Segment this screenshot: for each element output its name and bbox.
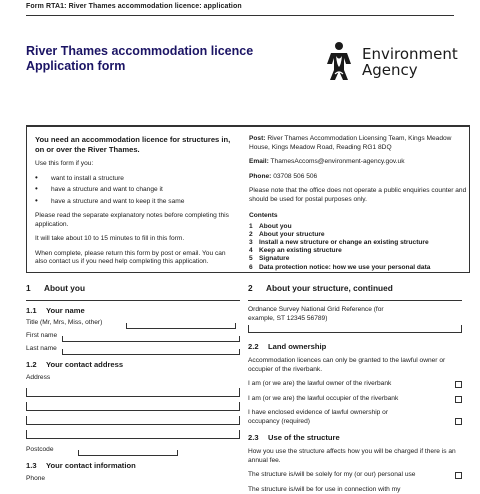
time-text: It will take about 10 to 15 minutes to fill in this form. bbox=[35, 235, 237, 244]
use-if-bullets bbox=[35, 175, 237, 207]
environment-agency-logo bbox=[322, 40, 454, 84]
read-notes-text: Please read the separate explanatory notes before completing this application. bbox=[35, 212, 237, 229]
logo-wordmark bbox=[362, 46, 458, 78]
phone-label: Phone: bbox=[249, 173, 271, 180]
bullet-item: • have a structure and want to change it bbox=[35, 186, 237, 195]
email-label: Email: bbox=[249, 158, 269, 165]
office-note: Please note that the office does not operate a public enquiries counter and should be used for postal purposes only. bbox=[249, 187, 469, 204]
contents-item[interactable]: 6 Data protection notice: how we use your personal data bbox=[249, 264, 469, 272]
use-intro: How you use the structure affects how you will be charged if there is an annual fee. bbox=[248, 448, 462, 465]
postcode-label: Postcode bbox=[26, 446, 54, 455]
page-title bbox=[26, 44, 253, 74]
contents-heading: Contents bbox=[249, 212, 469, 221]
contents-item[interactable]: 3 Install a new structure or change an existing structure bbox=[249, 239, 469, 247]
contents-item[interactable]: 2 About your structure bbox=[249, 231, 469, 239]
post-address bbox=[249, 135, 469, 152]
email-link[interactable]: ThamesAccoms@environment-agency.gov.uk bbox=[271, 158, 405, 165]
contents-list bbox=[249, 223, 469, 272]
grid-reference-label: Ordnance Survey National Grid Reference (for example, ST 12345 56789) bbox=[248, 306, 398, 323]
bullet-item: • have a structure and want to keep it the same bbox=[35, 198, 237, 207]
last-name-label: Last name bbox=[26, 345, 57, 354]
subsection-2-2-title: 2.2 Land ownership bbox=[248, 342, 462, 352]
subsection-1-2-title: 1.2 Your contact address bbox=[26, 360, 240, 370]
owner-option: I am (or we are) the lawful owner of the riverbank bbox=[248, 380, 462, 389]
address-line-1[interactable] bbox=[26, 388, 240, 397]
personal-use-option: The structure is/will be solely for my (or our) personal use bbox=[248, 471, 462, 480]
logo-line-1: Environment bbox=[362, 46, 458, 62]
contents-item[interactable]: 1 About you bbox=[249, 223, 469, 231]
title-line-2: Application form bbox=[26, 59, 253, 74]
personal-use-checkbox[interactable] bbox=[455, 472, 462, 479]
first-name-field[interactable] bbox=[62, 336, 240, 342]
section-2 bbox=[248, 283, 462, 494]
title-line-1: River Thames accommodation licence bbox=[26, 44, 253, 59]
title-field[interactable] bbox=[126, 323, 236, 329]
phone-number bbox=[249, 173, 469, 182]
owner-checkbox[interactable] bbox=[455, 381, 462, 388]
intro-heading: You need an accommodation licence for structures in, on or over the River Thames. bbox=[35, 135, 237, 154]
phone-label: Phone bbox=[26, 475, 240, 484]
last-name-row bbox=[26, 344, 240, 355]
occupier-checkbox[interactable] bbox=[455, 396, 462, 403]
form-reference: Form RTA1: River Thames accommodation licence: application bbox=[26, 3, 242, 10]
land-intro: Accommodation licences can only be granted to the lawful owner or occupier of the riverbank. bbox=[248, 357, 462, 374]
subsection-1-3-title: 1.3 Your contact information bbox=[26, 461, 240, 471]
contents-item[interactable]: 4 Keep an existing structure bbox=[249, 247, 469, 255]
title-label: Title (Mr, Mrs, Miss, other) bbox=[26, 319, 102, 328]
address-line-3[interactable] bbox=[26, 416, 240, 425]
address-line-4[interactable] bbox=[26, 430, 240, 439]
post-value: River Thames Accommodation Licensing Team, Kings Meadow House, Kings Meadow Road, Reading RG1 8DQ bbox=[249, 135, 451, 151]
use-if-text: Use this form if you: bbox=[35, 160, 237, 169]
return-text: When complete, please return this form by post or email. You can also contact us if you need help completing this application. bbox=[35, 250, 237, 267]
title-row bbox=[26, 318, 240, 329]
evidence-option: I have enclosed evidence of lawful ownership or occupancy (required) bbox=[248, 409, 462, 426]
environment-agency-figure-icon bbox=[322, 40, 358, 82]
evidence-checkbox[interactable] bbox=[455, 418, 462, 425]
section-2-title: 2 About your structure, continued bbox=[248, 283, 462, 301]
intro-left-column bbox=[35, 135, 237, 273]
header-rule bbox=[26, 15, 454, 16]
intro-panel bbox=[26, 125, 470, 273]
address-line-2[interactable] bbox=[26, 402, 240, 411]
phone-value: 03708 506 506 bbox=[273, 173, 317, 180]
email-address bbox=[249, 158, 469, 167]
last-name-field[interactable] bbox=[62, 349, 240, 355]
post-label: Post: bbox=[249, 135, 265, 142]
postcode-field[interactable] bbox=[78, 450, 178, 456]
business-use-option: The structure is/will be for use in connection with my bbox=[248, 486, 462, 494]
postcode-row bbox=[26, 445, 240, 456]
section-1-title: 1 About you bbox=[26, 283, 240, 301]
grid-reference-field[interactable] bbox=[248, 325, 462, 333]
contents-item[interactable]: 5 Signature bbox=[249, 255, 469, 263]
address-label: Address bbox=[26, 374, 240, 383]
first-name-row bbox=[26, 331, 240, 342]
intro-right-column bbox=[249, 135, 469, 272]
bullet-item: • want to install a structure bbox=[35, 175, 237, 184]
first-name-label: First name bbox=[26, 332, 57, 341]
section-1 bbox=[26, 283, 240, 483]
logo-line-2: Agency bbox=[362, 62, 458, 78]
subsection-1-1-title: 1.1 Your name bbox=[26, 306, 240, 316]
subsection-2-3-title: 2.3 Use of the structure bbox=[248, 433, 462, 443]
occupier-option: I am (or we are) the lawful occupier of the riverbank bbox=[248, 395, 462, 404]
